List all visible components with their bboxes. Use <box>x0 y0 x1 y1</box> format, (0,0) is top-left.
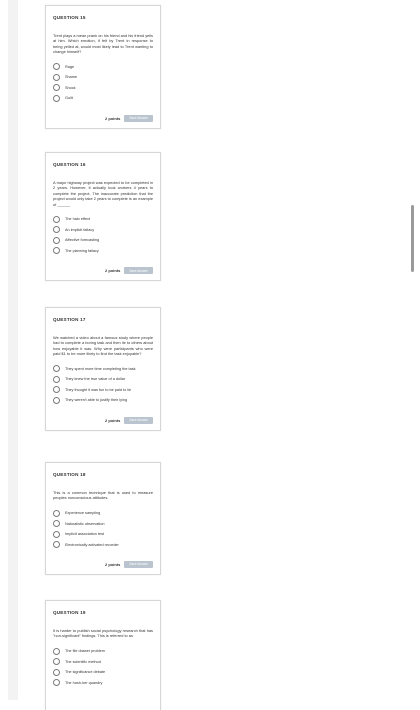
option[interactable] <box>53 62 153 73</box>
radio-button[interactable] <box>53 63 60 70</box>
question-title: QUESTION 17 <box>53 317 86 322</box>
save-answer-button[interactable]: Save Answer <box>124 115 153 122</box>
points-label: 2 points <box>105 561 121 567</box>
option-label: They thought it was fun to be paid to lie <box>65 387 132 392</box>
question-card-17 <box>45 307 161 431</box>
option-label: Electronically activated recorder <box>65 542 119 547</box>
save-answer-button[interactable]: Save Answer <box>124 561 153 568</box>
option[interactable] <box>53 646 153 657</box>
radio-button[interactable] <box>53 365 60 372</box>
option-label: Guilt <box>65 96 73 101</box>
question-title: QUESTION 16 <box>53 162 86 167</box>
radio-button[interactable] <box>53 216 60 223</box>
option[interactable] <box>53 539 153 550</box>
question-text: This is a common technique that is used to measure peoples nonconscious attitudes. <box>53 490 153 501</box>
option-label: The planning fallacy <box>65 248 99 253</box>
radio-button[interactable] <box>53 247 60 254</box>
option[interactable] <box>53 83 153 94</box>
points-label: 2 points <box>105 417 121 423</box>
radio-button[interactable] <box>53 95 60 102</box>
option-label: They knew the true value of a dollar <box>65 377 126 382</box>
radio-button[interactable] <box>53 520 60 527</box>
question-title: QUESTION 15 <box>53 15 86 20</box>
option-label: The hush-her quandry <box>65 680 103 685</box>
radio-button[interactable] <box>53 541 60 548</box>
option-label: The scientific method <box>65 659 101 664</box>
radio-button[interactable] <box>53 648 60 655</box>
option-label: The significance debate <box>65 670 106 675</box>
radio-button[interactable] <box>53 74 60 81</box>
option[interactable] <box>53 667 153 678</box>
left-rail <box>8 0 18 700</box>
option[interactable] <box>53 72 153 83</box>
points-label: 2 points <box>105 268 121 274</box>
question-title: QUESTION 18 <box>53 472 86 477</box>
radio-button[interactable] <box>53 226 60 233</box>
radio-button[interactable] <box>53 679 60 686</box>
radio-button[interactable] <box>53 658 60 665</box>
option[interactable] <box>53 214 153 225</box>
question-footer <box>53 561 153 568</box>
option[interactable] <box>53 508 153 519</box>
option-label: Naturalistic observation <box>65 521 105 526</box>
question-text: Trent plays a mean prank on his friend and his friend yells at him. Which emotion, if felt by Trent in response to being yelled at, would most likely lead to Trent wanting to change himself? <box>53 33 153 55</box>
question-text: A major highway project was expected to be completed in 2 years. However, it actually took workers 4 years to complete the project. The inaccurate prediction that the project would only take 2 years to complete is an example of ______ <box>53 180 153 207</box>
option-label: An implicit fallacy <box>65 227 95 232</box>
option-label: They weren't able to justify their lying <box>65 398 128 403</box>
option[interactable] <box>53 518 153 529</box>
option-label: The halo effect <box>65 217 91 222</box>
radio-button[interactable] <box>53 510 60 517</box>
option[interactable] <box>53 385 153 396</box>
option[interactable] <box>53 677 153 688</box>
radio-button[interactable] <box>53 386 60 393</box>
question-card-16 <box>45 152 161 281</box>
option[interactable] <box>53 246 153 257</box>
option-label: They spent more time completing the task <box>65 366 136 371</box>
scrollbar-thumb[interactable] <box>411 205 414 272</box>
question-card-18 <box>45 462 161 575</box>
question-text: It is harder to publish social psychology research that has "non-significant" findings. This is referred to as <box>53 628 153 639</box>
points-label: 2 points <box>105 115 121 121</box>
question-footer <box>53 417 153 424</box>
question-footer <box>53 115 153 122</box>
option[interactable] <box>53 374 153 385</box>
save-answer-button[interactable]: Save Answer <box>124 267 153 274</box>
save-answer-button[interactable]: Save Answer <box>124 417 153 424</box>
option[interactable] <box>53 656 153 667</box>
option-label: Rage <box>65 64 75 69</box>
option[interactable] <box>53 235 153 246</box>
option[interactable] <box>53 225 153 236</box>
radio-button[interactable] <box>53 531 60 538</box>
option-label: Implicit association test <box>65 532 105 537</box>
question-card-19 <box>45 600 161 710</box>
radio-button[interactable] <box>53 669 60 676</box>
option-label: Shame <box>65 75 78 80</box>
option-label: The file drawer problem <box>65 649 105 654</box>
radio-button[interactable] <box>53 237 60 244</box>
question-card-15 <box>45 5 161 129</box>
radio-button[interactable] <box>53 376 60 383</box>
question-footer <box>53 267 153 274</box>
option-label: Affective forecasting <box>65 238 100 243</box>
option[interactable] <box>53 395 153 406</box>
radio-button[interactable] <box>53 397 60 404</box>
question-title: QUESTION 19 <box>53 610 86 615</box>
radio-button[interactable] <box>53 84 60 91</box>
option-label: Shock <box>65 85 76 90</box>
option-label: Experience sampling <box>65 511 101 516</box>
option[interactable] <box>53 364 153 375</box>
option[interactable] <box>53 529 153 540</box>
question-text: We watched a video about a famous study where people had to complete a boring task and then lie to others about how enjoyable it was. Why were participants who were paid $1 to be more likely to find the task enjoyable? <box>53 335 153 357</box>
option[interactable] <box>53 93 153 104</box>
